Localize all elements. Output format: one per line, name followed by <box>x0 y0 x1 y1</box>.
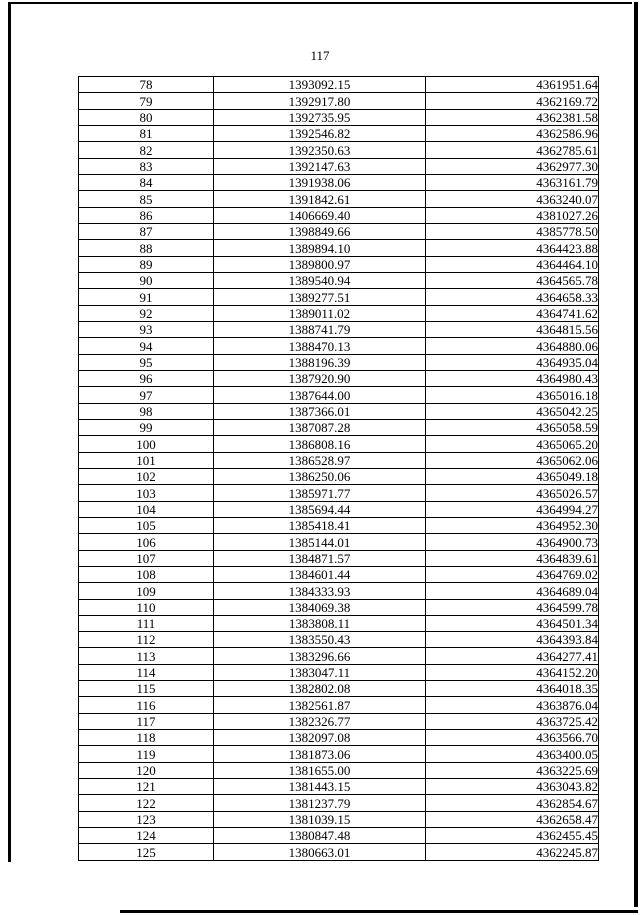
x-coordinate-cell: 1389540.94 <box>214 272 426 288</box>
y-coordinate-cell: 4365026.57 <box>426 485 599 501</box>
point-number-cell: 78 <box>79 77 214 93</box>
point-number-cell: 124 <box>79 828 214 844</box>
y-coordinate-cell: 4363225.69 <box>426 762 599 778</box>
point-number-cell: 98 <box>79 403 214 419</box>
x-coordinate-cell: 1392546.82 <box>214 125 426 141</box>
y-coordinate-cell: 4381027.26 <box>426 207 599 223</box>
table-row <box>79 77 599 93</box>
x-coordinate-cell: 1388741.79 <box>214 321 426 337</box>
table-row <box>79 517 599 533</box>
x-coordinate-cell: 1393092.15 <box>214 77 426 93</box>
x-coordinate-cell: 1385694.44 <box>214 501 426 517</box>
point-number-cell: 87 <box>79 223 214 239</box>
x-coordinate-cell: 1392735.95 <box>214 109 426 125</box>
table-row <box>79 844 599 860</box>
point-number-cell: 99 <box>79 419 214 435</box>
y-coordinate-cell: 4362854.67 <box>426 795 599 811</box>
point-number-cell: 91 <box>79 289 214 305</box>
table-row <box>79 142 599 158</box>
x-coordinate-cell: 1384333.93 <box>214 583 426 599</box>
table-row <box>79 828 599 844</box>
point-number-cell: 84 <box>79 174 214 190</box>
x-coordinate-cell: 1385971.77 <box>214 485 426 501</box>
y-coordinate-cell: 4364599.78 <box>426 599 599 615</box>
y-coordinate-cell: 4364658.33 <box>426 289 599 305</box>
x-coordinate-cell: 1386808.16 <box>214 436 426 452</box>
point-number-cell: 92 <box>79 305 214 321</box>
table-row <box>79 550 599 566</box>
table-row <box>79 599 599 615</box>
x-coordinate-cell: 1388196.39 <box>214 354 426 370</box>
point-number-cell: 118 <box>79 730 214 746</box>
x-coordinate-cell: 1381873.06 <box>214 746 426 762</box>
coordinates-table <box>78 76 599 861</box>
point-number-cell: 79 <box>79 93 214 109</box>
table-row <box>79 762 599 778</box>
y-coordinate-cell: 4364900.73 <box>426 534 599 550</box>
point-number-cell: 105 <box>79 517 214 533</box>
y-coordinate-cell: 4365049.18 <box>426 468 599 484</box>
x-coordinate-cell: 1380847.48 <box>214 828 426 844</box>
point-number-cell: 114 <box>79 664 214 680</box>
point-number-cell: 85 <box>79 191 214 207</box>
y-coordinate-cell: 4363566.70 <box>426 730 599 746</box>
x-coordinate-cell: 1383047.11 <box>214 664 426 680</box>
table-row <box>79 566 599 582</box>
table-row <box>79 632 599 648</box>
y-coordinate-cell: 4364152.20 <box>426 664 599 680</box>
table-row <box>79 223 599 239</box>
point-number-cell: 107 <box>79 550 214 566</box>
y-coordinate-cell: 4365062.06 <box>426 452 599 468</box>
y-coordinate-cell: 4362169.72 <box>426 93 599 109</box>
table-row <box>79 158 599 174</box>
point-number-cell: 121 <box>79 779 214 795</box>
table-row <box>79 746 599 762</box>
x-coordinate-cell: 1392350.63 <box>214 142 426 158</box>
point-number-cell: 103 <box>79 485 214 501</box>
table-row <box>79 468 599 484</box>
table-row <box>79 730 599 746</box>
x-coordinate-cell: 1398849.66 <box>214 223 426 239</box>
x-coordinate-cell: 1382561.87 <box>214 697 426 713</box>
point-number-cell: 111 <box>79 615 214 631</box>
x-coordinate-cell: 1389011.02 <box>214 305 426 321</box>
point-number-cell: 102 <box>79 468 214 484</box>
table-row <box>79 387 599 403</box>
y-coordinate-cell: 4385778.50 <box>426 223 599 239</box>
y-coordinate-cell: 4363876.04 <box>426 697 599 713</box>
point-number-cell: 112 <box>79 632 214 648</box>
y-coordinate-cell: 4364565.78 <box>426 272 599 288</box>
point-number-cell: 89 <box>79 256 214 272</box>
y-coordinate-cell: 4365016.18 <box>426 387 599 403</box>
x-coordinate-cell: 1383550.43 <box>214 632 426 648</box>
table-row <box>79 485 599 501</box>
table-row <box>79 681 599 697</box>
x-coordinate-cell: 1388470.13 <box>214 338 426 354</box>
table-row <box>79 272 599 288</box>
table-row <box>79 419 599 435</box>
point-number-cell: 94 <box>79 338 214 354</box>
point-number-cell: 104 <box>79 501 214 517</box>
x-coordinate-cell: 1381655.00 <box>214 762 426 778</box>
x-coordinate-cell: 1392917.80 <box>214 93 426 109</box>
x-coordinate-cell: 1384069.38 <box>214 599 426 615</box>
y-coordinate-cell: 4365058.59 <box>426 419 599 435</box>
point-number-cell: 96 <box>79 370 214 386</box>
x-coordinate-cell: 1383808.11 <box>214 615 426 631</box>
page-number: 117 <box>310 48 330 63</box>
point-number-cell: 117 <box>79 713 214 729</box>
point-number-cell: 95 <box>79 354 214 370</box>
y-coordinate-cell: 4364839.61 <box>426 550 599 566</box>
point-number-cell: 108 <box>79 566 214 582</box>
y-coordinate-cell: 4365065.20 <box>426 436 599 452</box>
x-coordinate-cell: 1386250.06 <box>214 468 426 484</box>
table-row <box>79 207 599 223</box>
table-row <box>79 583 599 599</box>
y-coordinate-cell: 4363043.82 <box>426 779 599 795</box>
x-coordinate-cell: 1391842.61 <box>214 191 426 207</box>
table-row <box>79 321 599 337</box>
table-row <box>79 109 599 125</box>
scan-border-right <box>634 2 638 907</box>
x-coordinate-cell: 1383296.66 <box>214 648 426 664</box>
x-coordinate-cell: 1382097.08 <box>214 730 426 746</box>
x-coordinate-cell: 1391938.06 <box>214 174 426 190</box>
y-coordinate-cell: 4364277.41 <box>426 648 599 664</box>
y-coordinate-cell: 4364952.30 <box>426 517 599 533</box>
x-coordinate-cell: 1381039.15 <box>214 811 426 827</box>
scan-border-top <box>8 2 632 4</box>
x-coordinate-cell: 1386528.97 <box>214 452 426 468</box>
y-coordinate-cell: 4363161.79 <box>426 174 599 190</box>
table-row <box>79 289 599 305</box>
point-number-cell: 125 <box>79 844 214 860</box>
table-row <box>79 354 599 370</box>
y-coordinate-cell: 4361951.64 <box>426 77 599 93</box>
table-row <box>79 305 599 321</box>
x-coordinate-cell: 1389277.51 <box>214 289 426 305</box>
y-coordinate-cell: 4364994.27 <box>426 501 599 517</box>
x-coordinate-cell: 1380663.01 <box>214 844 426 860</box>
table-row <box>79 191 599 207</box>
table-row <box>79 697 599 713</box>
point-number-cell: 116 <box>79 697 214 713</box>
y-coordinate-cell: 4362586.96 <box>426 125 599 141</box>
table-row <box>79 403 599 419</box>
scan-border-left <box>8 2 11 862</box>
y-coordinate-cell: 4364423.88 <box>426 240 599 256</box>
point-number-cell: 115 <box>79 681 214 697</box>
y-coordinate-cell: 4362977.30 <box>426 158 599 174</box>
x-coordinate-cell: 1381237.79 <box>214 795 426 811</box>
point-number-cell: 119 <box>79 746 214 762</box>
point-number-cell: 100 <box>79 436 214 452</box>
table-row <box>79 648 599 664</box>
y-coordinate-cell: 4363725.42 <box>426 713 599 729</box>
table-row <box>79 795 599 811</box>
table-row <box>79 436 599 452</box>
y-coordinate-cell: 4363240.07 <box>426 191 599 207</box>
y-coordinate-cell: 4365042.25 <box>426 403 599 419</box>
y-coordinate-cell: 4364018.35 <box>426 681 599 697</box>
y-coordinate-cell: 4364393.84 <box>426 632 599 648</box>
point-number-cell: 81 <box>79 125 214 141</box>
point-number-cell: 90 <box>79 272 214 288</box>
x-coordinate-cell: 1387920.90 <box>214 370 426 386</box>
point-number-cell: 123 <box>79 811 214 827</box>
point-number-cell: 88 <box>79 240 214 256</box>
point-number-cell: 82 <box>79 142 214 158</box>
point-number-cell: 110 <box>79 599 214 615</box>
coordinates-table-body <box>79 77 599 861</box>
table-row <box>79 534 599 550</box>
point-number-cell: 97 <box>79 387 214 403</box>
y-coordinate-cell: 4364769.02 <box>426 566 599 582</box>
y-coordinate-cell: 4362658.47 <box>426 811 599 827</box>
x-coordinate-cell: 1387366.01 <box>214 403 426 419</box>
x-coordinate-cell: 1392147.63 <box>214 158 426 174</box>
x-coordinate-cell: 1406669.40 <box>214 207 426 223</box>
x-coordinate-cell: 1382326.77 <box>214 713 426 729</box>
table-row <box>79 779 599 795</box>
table-row <box>79 240 599 256</box>
table-row <box>79 370 599 386</box>
table-row <box>79 713 599 729</box>
point-number-cell: 80 <box>79 109 214 125</box>
point-number-cell: 83 <box>79 158 214 174</box>
point-number-cell: 93 <box>79 321 214 337</box>
table-row <box>79 452 599 468</box>
y-coordinate-cell: 4362785.61 <box>426 142 599 158</box>
x-coordinate-cell: 1385144.01 <box>214 534 426 550</box>
table-row <box>79 174 599 190</box>
point-number-cell: 109 <box>79 583 214 599</box>
point-number-cell: 120 <box>79 762 214 778</box>
y-coordinate-cell: 4364464.10 <box>426 256 599 272</box>
x-coordinate-cell: 1389800.97 <box>214 256 426 272</box>
point-number-cell: 113 <box>79 648 214 664</box>
y-coordinate-cell: 4364689.04 <box>426 583 599 599</box>
x-coordinate-cell: 1387644.00 <box>214 387 426 403</box>
y-coordinate-cell: 4362455.45 <box>426 828 599 844</box>
table-row <box>79 811 599 827</box>
table-row <box>79 615 599 631</box>
point-number-cell: 106 <box>79 534 214 550</box>
x-coordinate-cell: 1384601.44 <box>214 566 426 582</box>
y-coordinate-cell: 4362381.58 <box>426 109 599 125</box>
x-coordinate-cell: 1381443.15 <box>214 779 426 795</box>
table-row <box>79 256 599 272</box>
x-coordinate-cell: 1384871.57 <box>214 550 426 566</box>
x-coordinate-cell: 1387087.28 <box>214 419 426 435</box>
y-coordinate-cell: 4364741.62 <box>426 305 599 321</box>
x-coordinate-cell: 1385418.41 <box>214 517 426 533</box>
y-coordinate-cell: 4362245.87 <box>426 844 599 860</box>
point-number-cell: 101 <box>79 452 214 468</box>
table-row <box>79 664 599 680</box>
table-row <box>79 501 599 517</box>
table-row <box>79 125 599 141</box>
y-coordinate-cell: 4364880.06 <box>426 338 599 354</box>
x-coordinate-cell: 1382802.08 <box>214 681 426 697</box>
y-coordinate-cell: 4364815.56 <box>426 321 599 337</box>
y-coordinate-cell: 4364501.34 <box>426 615 599 631</box>
x-coordinate-cell: 1389894.10 <box>214 240 426 256</box>
table-row <box>79 338 599 354</box>
y-coordinate-cell: 4364980.43 <box>426 370 599 386</box>
scan-border-bottom <box>120 910 638 913</box>
point-number-cell: 122 <box>79 795 214 811</box>
point-number-cell: 86 <box>79 207 214 223</box>
table-row <box>79 93 599 109</box>
y-coordinate-cell: 4364935.04 <box>426 354 599 370</box>
y-coordinate-cell: 4363400.05 <box>426 746 599 762</box>
